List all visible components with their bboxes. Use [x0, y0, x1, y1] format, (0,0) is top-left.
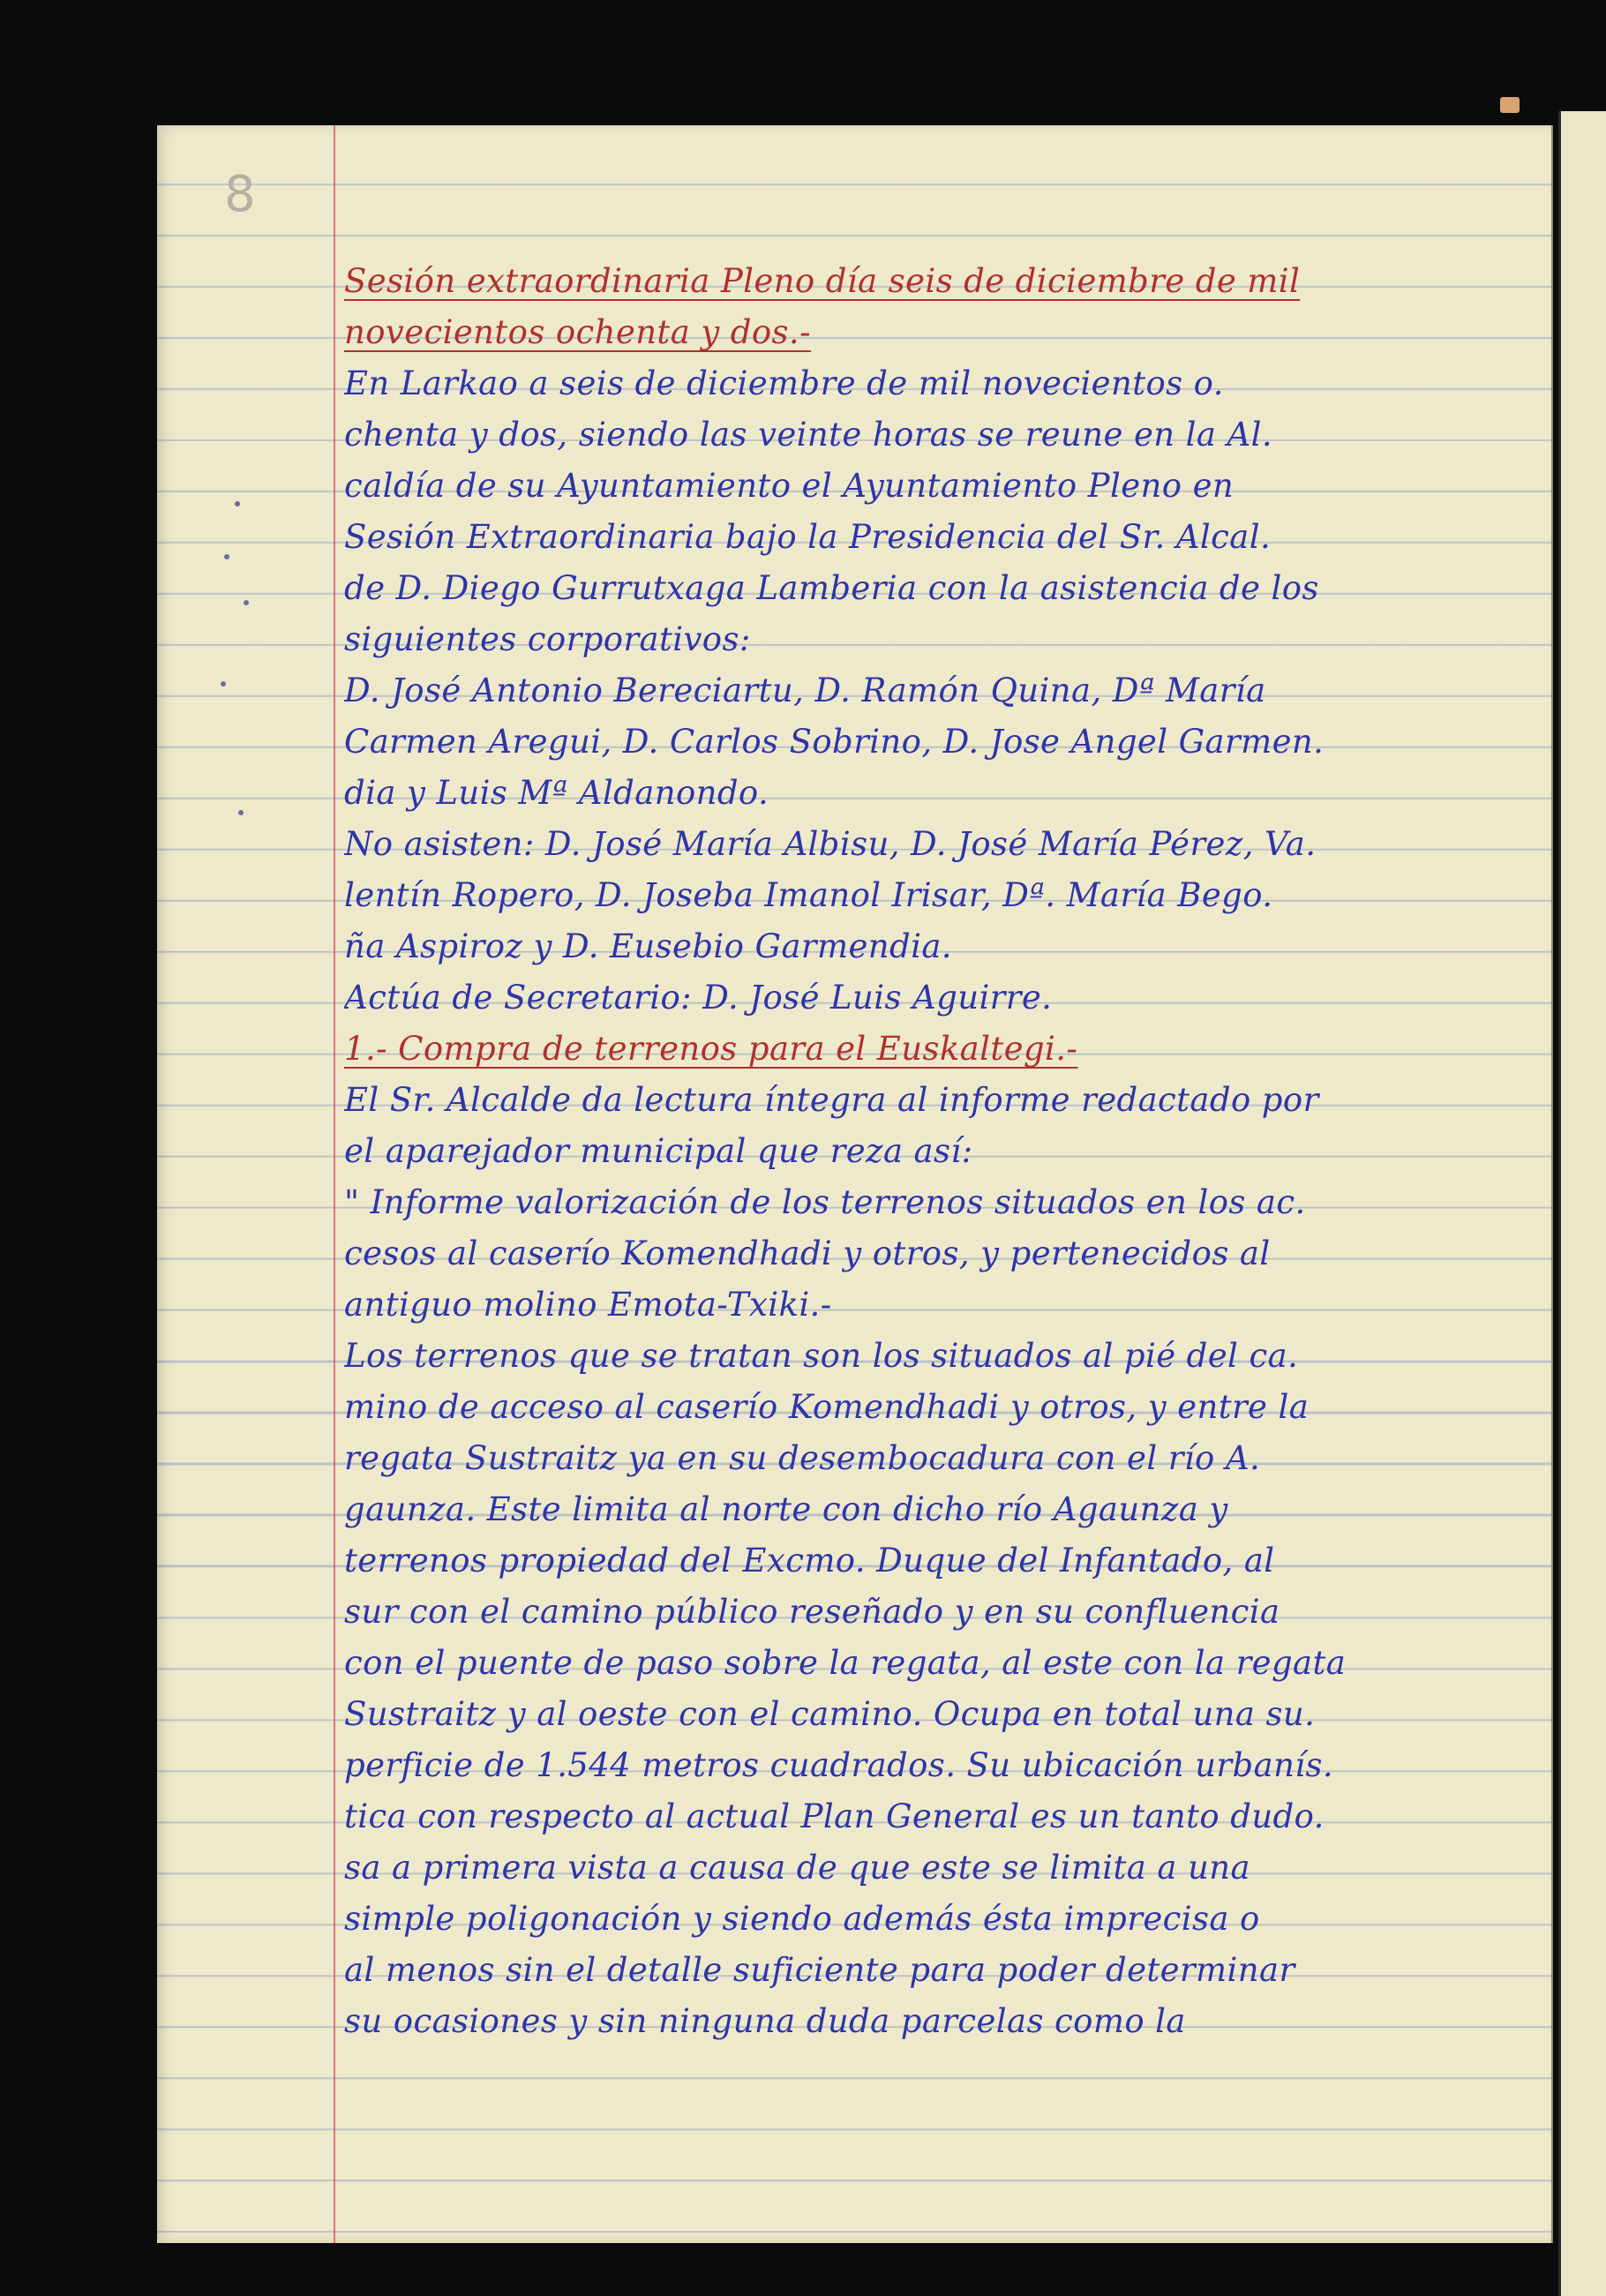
notebook-page: [157, 125, 1553, 2243]
notebook-tab: [1500, 97, 1520, 113]
text-line: Carmen Aregui, D. Carlos Sobrino, D. Jose Angel Garmen.: [344, 723, 1325, 761]
document-text: [344, 256, 1527, 2047]
text-line: mino de acceso al caserío Komendhadi y otros, y entre la: [344, 1388, 1310, 1426]
text-line: Actúa de Secretario: D. José Luis Aguirre.: [344, 979, 1053, 1017]
text-line: Los terrenos que se tratan son los situados al pié del ca.: [344, 1337, 1299, 1375]
text-line: chenta y dos, siendo las veinte horas se reune en la Al.: [344, 416, 1273, 454]
text-line: Sustraitz y al oeste con el camino. Ocupa en total una su.: [344, 1695, 1316, 1733]
text-line: tica con respecto al actual Plan General es un tanto dudo.: [344, 1797, 1325, 1835]
text-line: de D. Diego Gurrutxaga Lamberia con la asistencia de los: [344, 569, 1319, 607]
text-line: siguientes corporativos:: [344, 620, 751, 658]
text-line: su ocasiones y sin ninguna duda parcelas como la: [344, 2002, 1186, 2040]
text-line: con el puente de paso sobre la regata, al este con la regata: [344, 1644, 1347, 1682]
text-line: No asisten: D. José María Albisu, D. José María Pérez, Va.: [344, 825, 1317, 863]
session-title: [344, 256, 1527, 358]
text-line: lentín Ropero, D. Joseba Imanol Irisar, Dª. María Bego.: [344, 876, 1273, 914]
page-number: 8: [224, 166, 258, 223]
text-line: cesos al caserío Komendhadi y otros, y pertenecidos al: [344, 1234, 1271, 1272]
margin-dot: [235, 501, 240, 506]
text-line: D. José Antonio Bereciartu, D. Ramón Quina, Dª María: [344, 672, 1266, 709]
text-line: al menos sin el detalle suficiente para poder determinar: [344, 1951, 1295, 1989]
text-line: caldía de su Ayuntamiento el Ayuntamiento Pleno en: [344, 467, 1235, 505]
margin-dot: [238, 810, 244, 815]
title-line: novecientos ochenta y dos.-: [344, 313, 811, 351]
text-line: Sesión Extraordinaria bajo la Presidencia del Sr. Alcal.: [344, 518, 1272, 556]
text-line: gaunza. Este limita al norte con dicho río Agaunza y: [344, 1490, 1228, 1528]
text-line: el aparejador municipal que reza así:: [344, 1132, 973, 1170]
facing-page-edge: [1558, 111, 1606, 2296]
text-line: sa a primera vista a causa de que este se limita a una: [344, 1849, 1250, 1887]
section-heading: [344, 1024, 1527, 1075]
heading-line: [344, 1024, 1527, 1075]
text-line: En Larkao a seis de diciembre de mil novecientos o.: [344, 364, 1224, 402]
text-line: regata Sustraitz ya en su desembocadura con el río A.: [344, 1439, 1261, 1477]
text-line: ña Aspiroz y D. Eusebio Garmendia.: [344, 927, 952, 965]
report-body: [344, 1075, 1527, 2047]
text-line: " Informe valorización de los terrenos situados en los ac.: [344, 1183, 1306, 1221]
text-line: El Sr. Alcalde da lectura íntegra al informe redactado por: [344, 1081, 1319, 1119]
margin-dot: [224, 554, 229, 559]
margin-dot: [221, 681, 226, 687]
heading-text: 1.- Compra de terrenos para el Euskaltegi.-: [344, 1030, 1078, 1068]
text-line: antiguo molino Emota-Txiki.-: [344, 1286, 832, 1324]
text-line: terrenos propiedad del Excmo. Duque del Infantado, al: [344, 1542, 1275, 1579]
margin-line: [334, 125, 335, 2243]
text-line: simple poligonación y siendo además ésta imprecisa o: [344, 1900, 1260, 1938]
session-intro: [344, 358, 1527, 1024]
text-line: sur con el camino público reseñado y en su confluencia: [344, 1593, 1280, 1631]
title-line: Sesión extraordinaria Pleno día seis de diciembre de mil: [344, 262, 1301, 300]
margin-dot: [244, 600, 249, 605]
text-line: dia y Luis Mª Aldanondo.: [344, 774, 769, 812]
text-line: perficie de 1.544 metros cuadrados. Su ubicación urbanís.: [344, 1746, 1334, 1784]
